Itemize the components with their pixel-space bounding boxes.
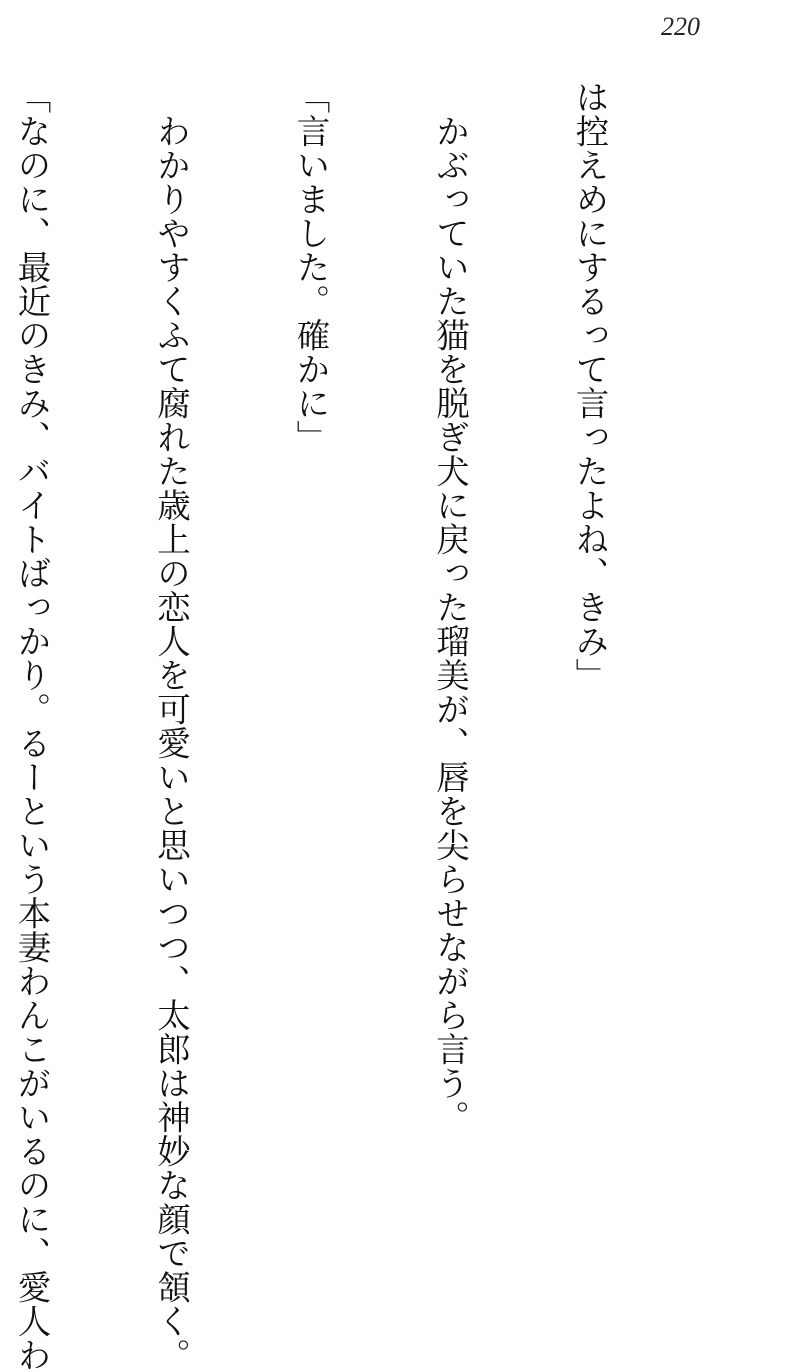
text-line: 「言いました。確かに」: [291, 80, 330, 454]
text-line: わかりやすくふて腐れた歳上の恋人を可愛いと思いつつ、太郎は神妙な顔で頷く。: [151, 80, 191, 1372]
text-line: 「なのに、最近のきみ、バイトばっかり。るーという本妻わんこがいるのに、愛人わ: [12, 80, 51, 1372]
text-line: は控えめにするって言ったよね、きみ」: [570, 80, 609, 692]
text-line: かぶっていた猫を脱ぎ犬に戻った瑠美が、唇を尖らせながら言う。: [430, 80, 470, 1134]
vertical-text-body: [0, 80, 705, 1372]
page-number: 220: [661, 12, 700, 41]
